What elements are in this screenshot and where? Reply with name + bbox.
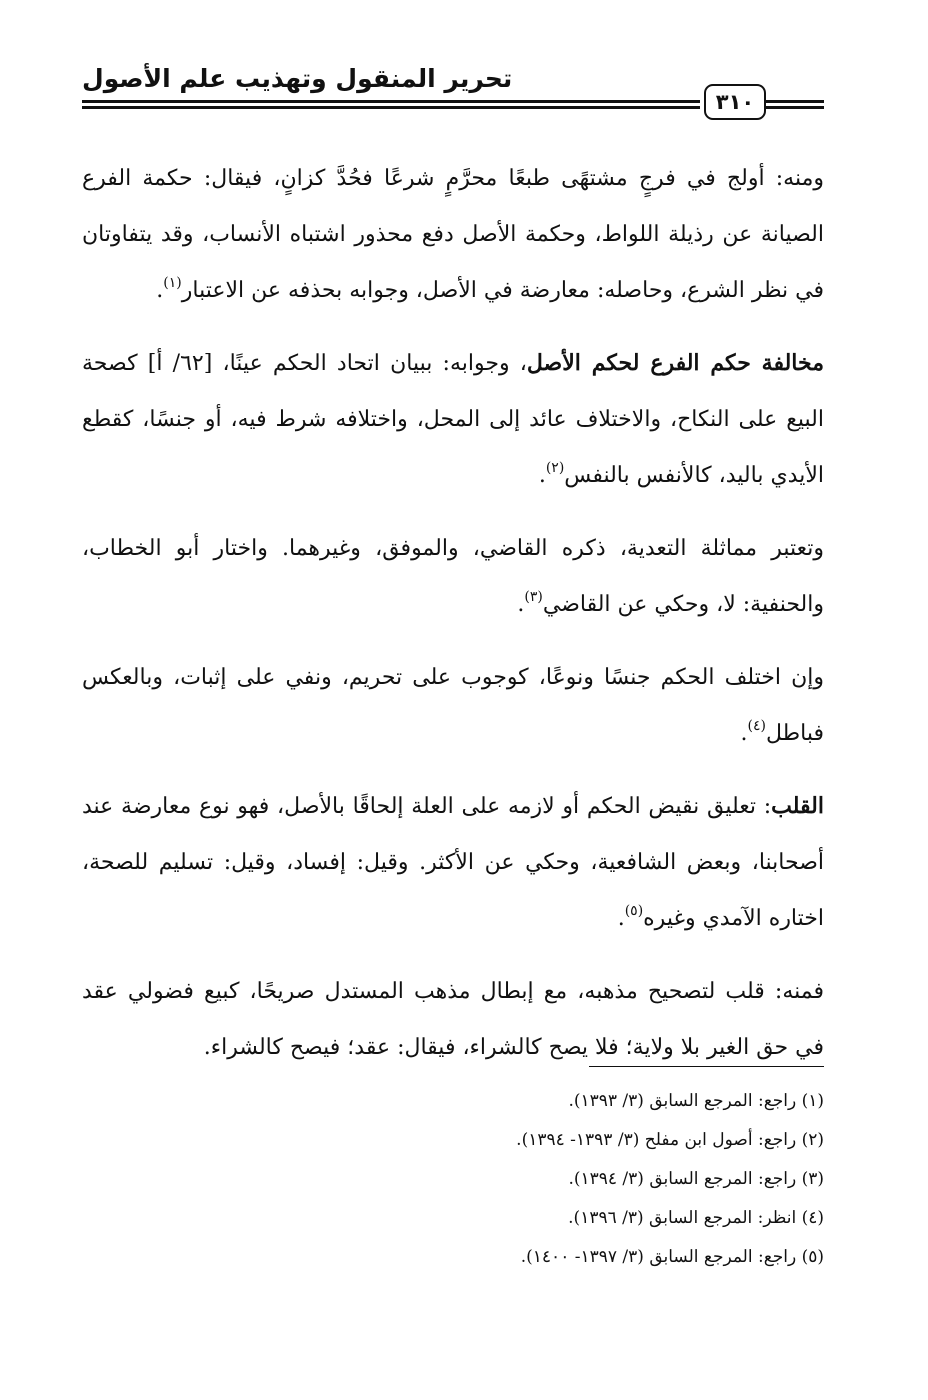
paragraph bbox=[82, 963, 824, 1078]
footnote-marker[interactable]: (٢) bbox=[545, 460, 565, 476]
paragraph-heading: القلب bbox=[771, 793, 824, 819]
paragraph-text: ومنه: أولج في فرجٍ مشتهًى طبعًا محرَّمٍ شرعًا فحُدَّ كزانٍ، فيقال: حكمة الفرع الصيانة عن رذيلة اللواط، وحكمة الأصل دفع محذور اشتباه الأنساب، وقد يتفاوتان في نظر الشرع، وحاصله: معارضة في الأصل، وجوابه بحذفه عن الاعتبار bbox=[82, 166, 824, 303]
paragraph bbox=[82, 778, 824, 949]
footnote: (٢) راجع: أصول ابن مفلح (٣/ ١٣٩٣- ١٣٩٤). bbox=[516, 1130, 824, 1150]
footnote: (٥) راجع: المرجع السابق (٣/ ١٣٩٧- ١٤٠٠). bbox=[520, 1247, 824, 1267]
paragraph-text: وإن اختلف الحكم جنسًا ونوعًا، كوجوب على تحريم، ونفي على إثبات، وبالعكس فباطل bbox=[82, 665, 824, 746]
page-header bbox=[82, 62, 824, 122]
main-text bbox=[82, 150, 824, 1092]
paragraph-end: . bbox=[517, 592, 525, 617]
paragraph-text: ، وجوابه: ببيان اتحاد الحكم عينًا، [٦٢/ أ] كصحة البيع على النكاح، والاختلاف عائد إلى المحل، واختلافه شرط فيه، أو جنسًا، كقطع الأيدي باليد، كالأنفس بالنفس bbox=[82, 351, 824, 488]
footnote: (١) راجع: المرجع السابق (٣/ ١٣٩٣). bbox=[568, 1091, 824, 1111]
paragraph-end: . bbox=[156, 278, 164, 303]
header-rule-top-right bbox=[766, 100, 824, 103]
header-rule-top-left bbox=[82, 100, 700, 103]
page-number: ٣١٠ bbox=[704, 84, 766, 120]
footnote-marker[interactable]: (١) bbox=[163, 275, 182, 291]
footnote-marker[interactable]: (٥) bbox=[624, 903, 644, 919]
footnote-marker[interactable]: (٣) bbox=[524, 589, 543, 605]
paragraph-end: . bbox=[740, 721, 748, 746]
footnotes bbox=[82, 1082, 824, 1277]
paragraph-text: وتعتبر مماثلة التعدية، ذكره القاضي، والموفق، وغيرهما. واختار أبو الخطاب، والحنفية: لا، وحكي عن القاضي bbox=[82, 536, 824, 617]
paragraph bbox=[82, 150, 824, 321]
running-title: تحرير المنقول وتهذيب علم الأصول bbox=[82, 64, 513, 93]
header-rule-bottom-left bbox=[82, 106, 700, 109]
footnote-separator bbox=[589, 1066, 824, 1067]
paragraph-heading: مخالفة حكم الفرع لحكم الأصل bbox=[526, 350, 824, 376]
footnote: (٣) راجع: المرجع السابق (٣/ ١٣٩٤). bbox=[568, 1169, 824, 1189]
paragraph-end: . bbox=[538, 463, 546, 488]
paragraph-end: . bbox=[617, 906, 625, 931]
paragraph bbox=[82, 335, 824, 506]
paragraph-text: : تعليق نقيض الحكم أو لازمه على العلة إلحاقًا بالأصل، فهو نوع معارضة عند أصحابنا، وبعض الشافعية، وحكي عن الأكثر. وقيل: إفساد، وقيل: تسليم للصحة، اختاره الآمدي وغيره bbox=[82, 794, 824, 931]
header-rule-bottom-right bbox=[766, 106, 824, 109]
footnote: (٤) انظر: المرجع السابق (٣/ ١٣٩٦). bbox=[568, 1208, 824, 1228]
paragraph bbox=[82, 520, 824, 635]
paragraph-text: فمنه: قلب لتصحيح مذهبه، مع إبطال مذهب المستدل صريحًا، كبيع فضولي عقد في حق الغير بلا ولاية؛ فلا يصح كالشراء، فيقال: عقد؛ فيصح كالشراء. bbox=[82, 979, 824, 1060]
footnote-marker[interactable]: (٤) bbox=[747, 718, 766, 734]
paragraph bbox=[82, 649, 824, 764]
